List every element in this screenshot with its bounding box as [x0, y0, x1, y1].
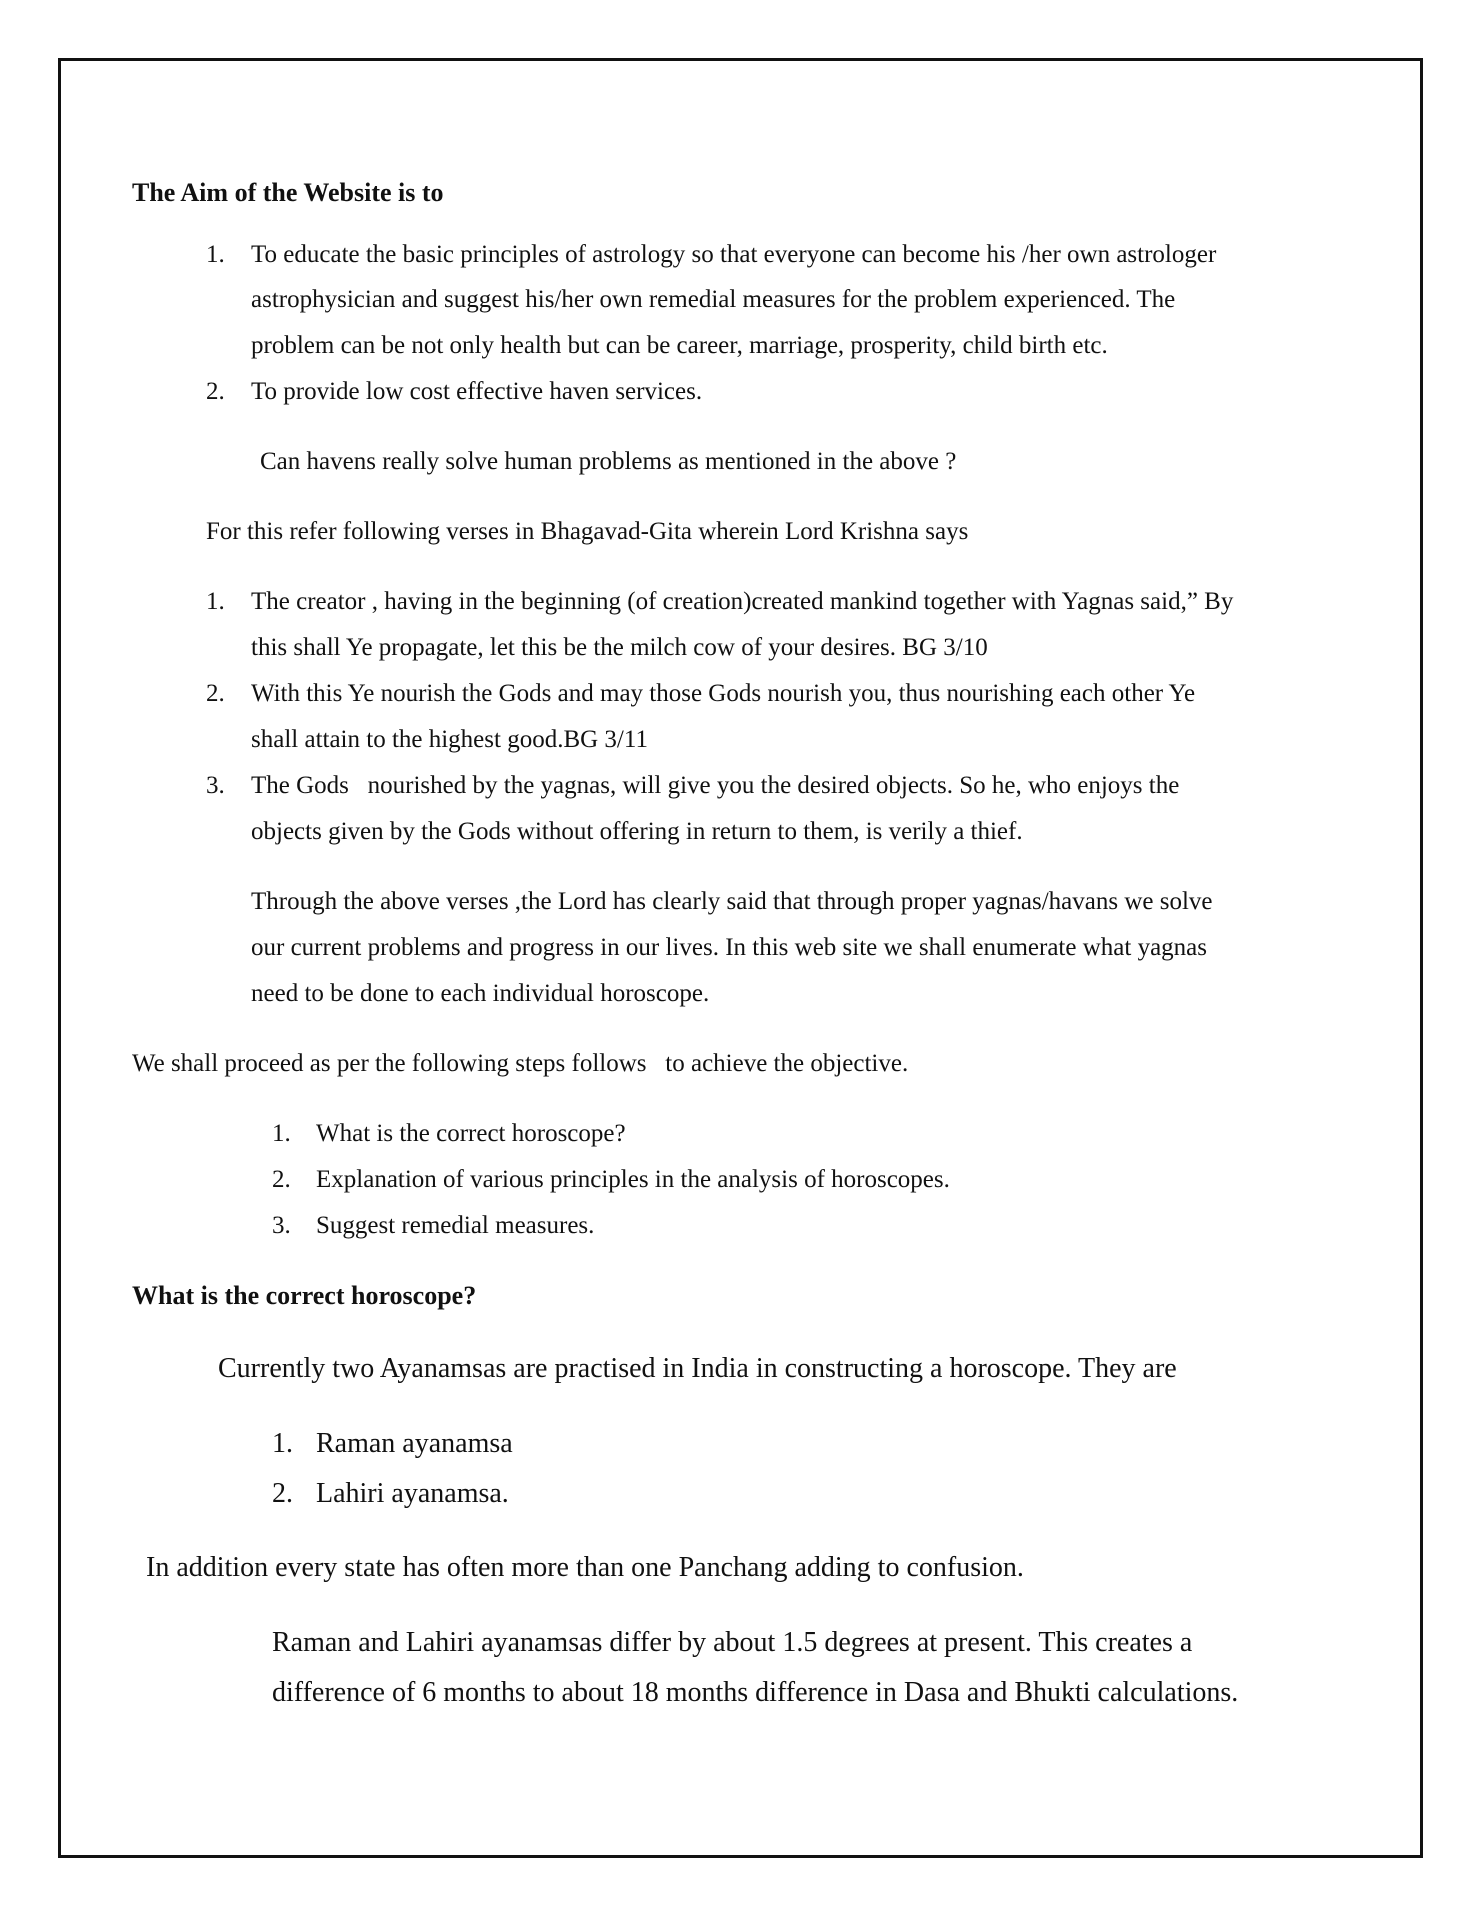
question-text: Can havens really solve human problems as mentioned in the above ? [260, 448, 957, 475]
ayanamsa-intro: Currently two Ayanamsas are practised in India in constructing a horoscope. They are [218, 1353, 1177, 1384]
through-line-2: our current problems and progress in our lives. In this web site we shall enumerate what yagnas [251, 934, 1207, 961]
aim-1-line-2: astrophysician and suggest his/her own remedial measures for the problem experienced. The [251, 286, 1176, 313]
ayanamsa-2-text: Lahiri ayanamsa. [316, 1478, 509, 1509]
verse-2-line-1: With this Ye nourish the Gods and may those Gods nourish you, thus nourishing each other Ye [251, 680, 1196, 707]
ayanamsa-number-1: 1. [272, 1428, 293, 1459]
aim-1-line-3: problem can be not only health but can be career, marriage, prosperity, child birth etc. [251, 332, 1108, 359]
aim-1-line-1: To educate the basic principles of astrology so that everyone can become his /her own astrologer [251, 241, 1217, 268]
verse-number-2: 2. [206, 680, 225, 707]
step-2-text: Explanation of various principles in the analysis of horoscopes. [316, 1166, 950, 1193]
verse-2-line-2: shall attain to the highest good.BG 3/11 [251, 726, 648, 753]
difference-line-2: difference of 6 months to about 18 months difference in Dasa and Bhukti calculations. [272, 1677, 1239, 1708]
difference-line-1: Raman and Lahiri ayanamsas differ by about 1.5 degrees at present. This creates a [272, 1627, 1193, 1658]
heading-correct-horoscope: What is the correct horoscope? [132, 1281, 477, 1310]
through-line-1: Through the above verses ,the Lord has clearly said that through proper yagnas/havans we solve [251, 888, 1213, 915]
verse-3-line-1: The Gods nourished by the yagnas, will give you the desired objects. So he, who enjoys the [251, 772, 1180, 799]
step-3-text: Suggest remedial measures. [316, 1212, 595, 1239]
step-1-text: What is the correct horoscope? [316, 1120, 626, 1147]
aim-number-2: 2. [206, 378, 225, 405]
proceed-text: We shall proceed as per the following steps follows to achieve the objective. [132, 1050, 909, 1077]
ayanamsa-1-text: Raman ayanamsa [316, 1428, 513, 1459]
aim-number-1: 1. [206, 241, 225, 268]
ayanamsa-number-2: 2. [272, 1478, 293, 1509]
step-number-1: 1. [272, 1120, 291, 1147]
verse-1-line-1: The creator , having in the beginning (of creation)created mankind together with Yagnas said,” By [251, 588, 1234, 615]
step-number-3: 3. [272, 1212, 291, 1239]
heading-aim: The Aim of the Website is to [132, 178, 444, 207]
addition-text: In addition every state has often more than one Panchang adding to confusion. [146, 1552, 1024, 1583]
step-number-2: 2. [272, 1166, 291, 1193]
aim-2-line-1: To provide low cost effective haven services. [251, 378, 703, 405]
through-line-3: need to be done to each individual horoscope. [251, 980, 710, 1007]
verse-number-3: 3. [206, 772, 225, 799]
refer-intro: For this refer following verses in Bhagavad-Gita wherein Lord Krishna says [206, 518, 969, 545]
verse-1-line-2: this shall Ye propagate, let this be the milch cow of your desires. BG 3/10 [251, 634, 988, 661]
verse-3-line-2: objects given by the Gods without offering in return to them, is verily a thief. [251, 818, 1023, 845]
verse-number-1: 1. [206, 588, 225, 615]
